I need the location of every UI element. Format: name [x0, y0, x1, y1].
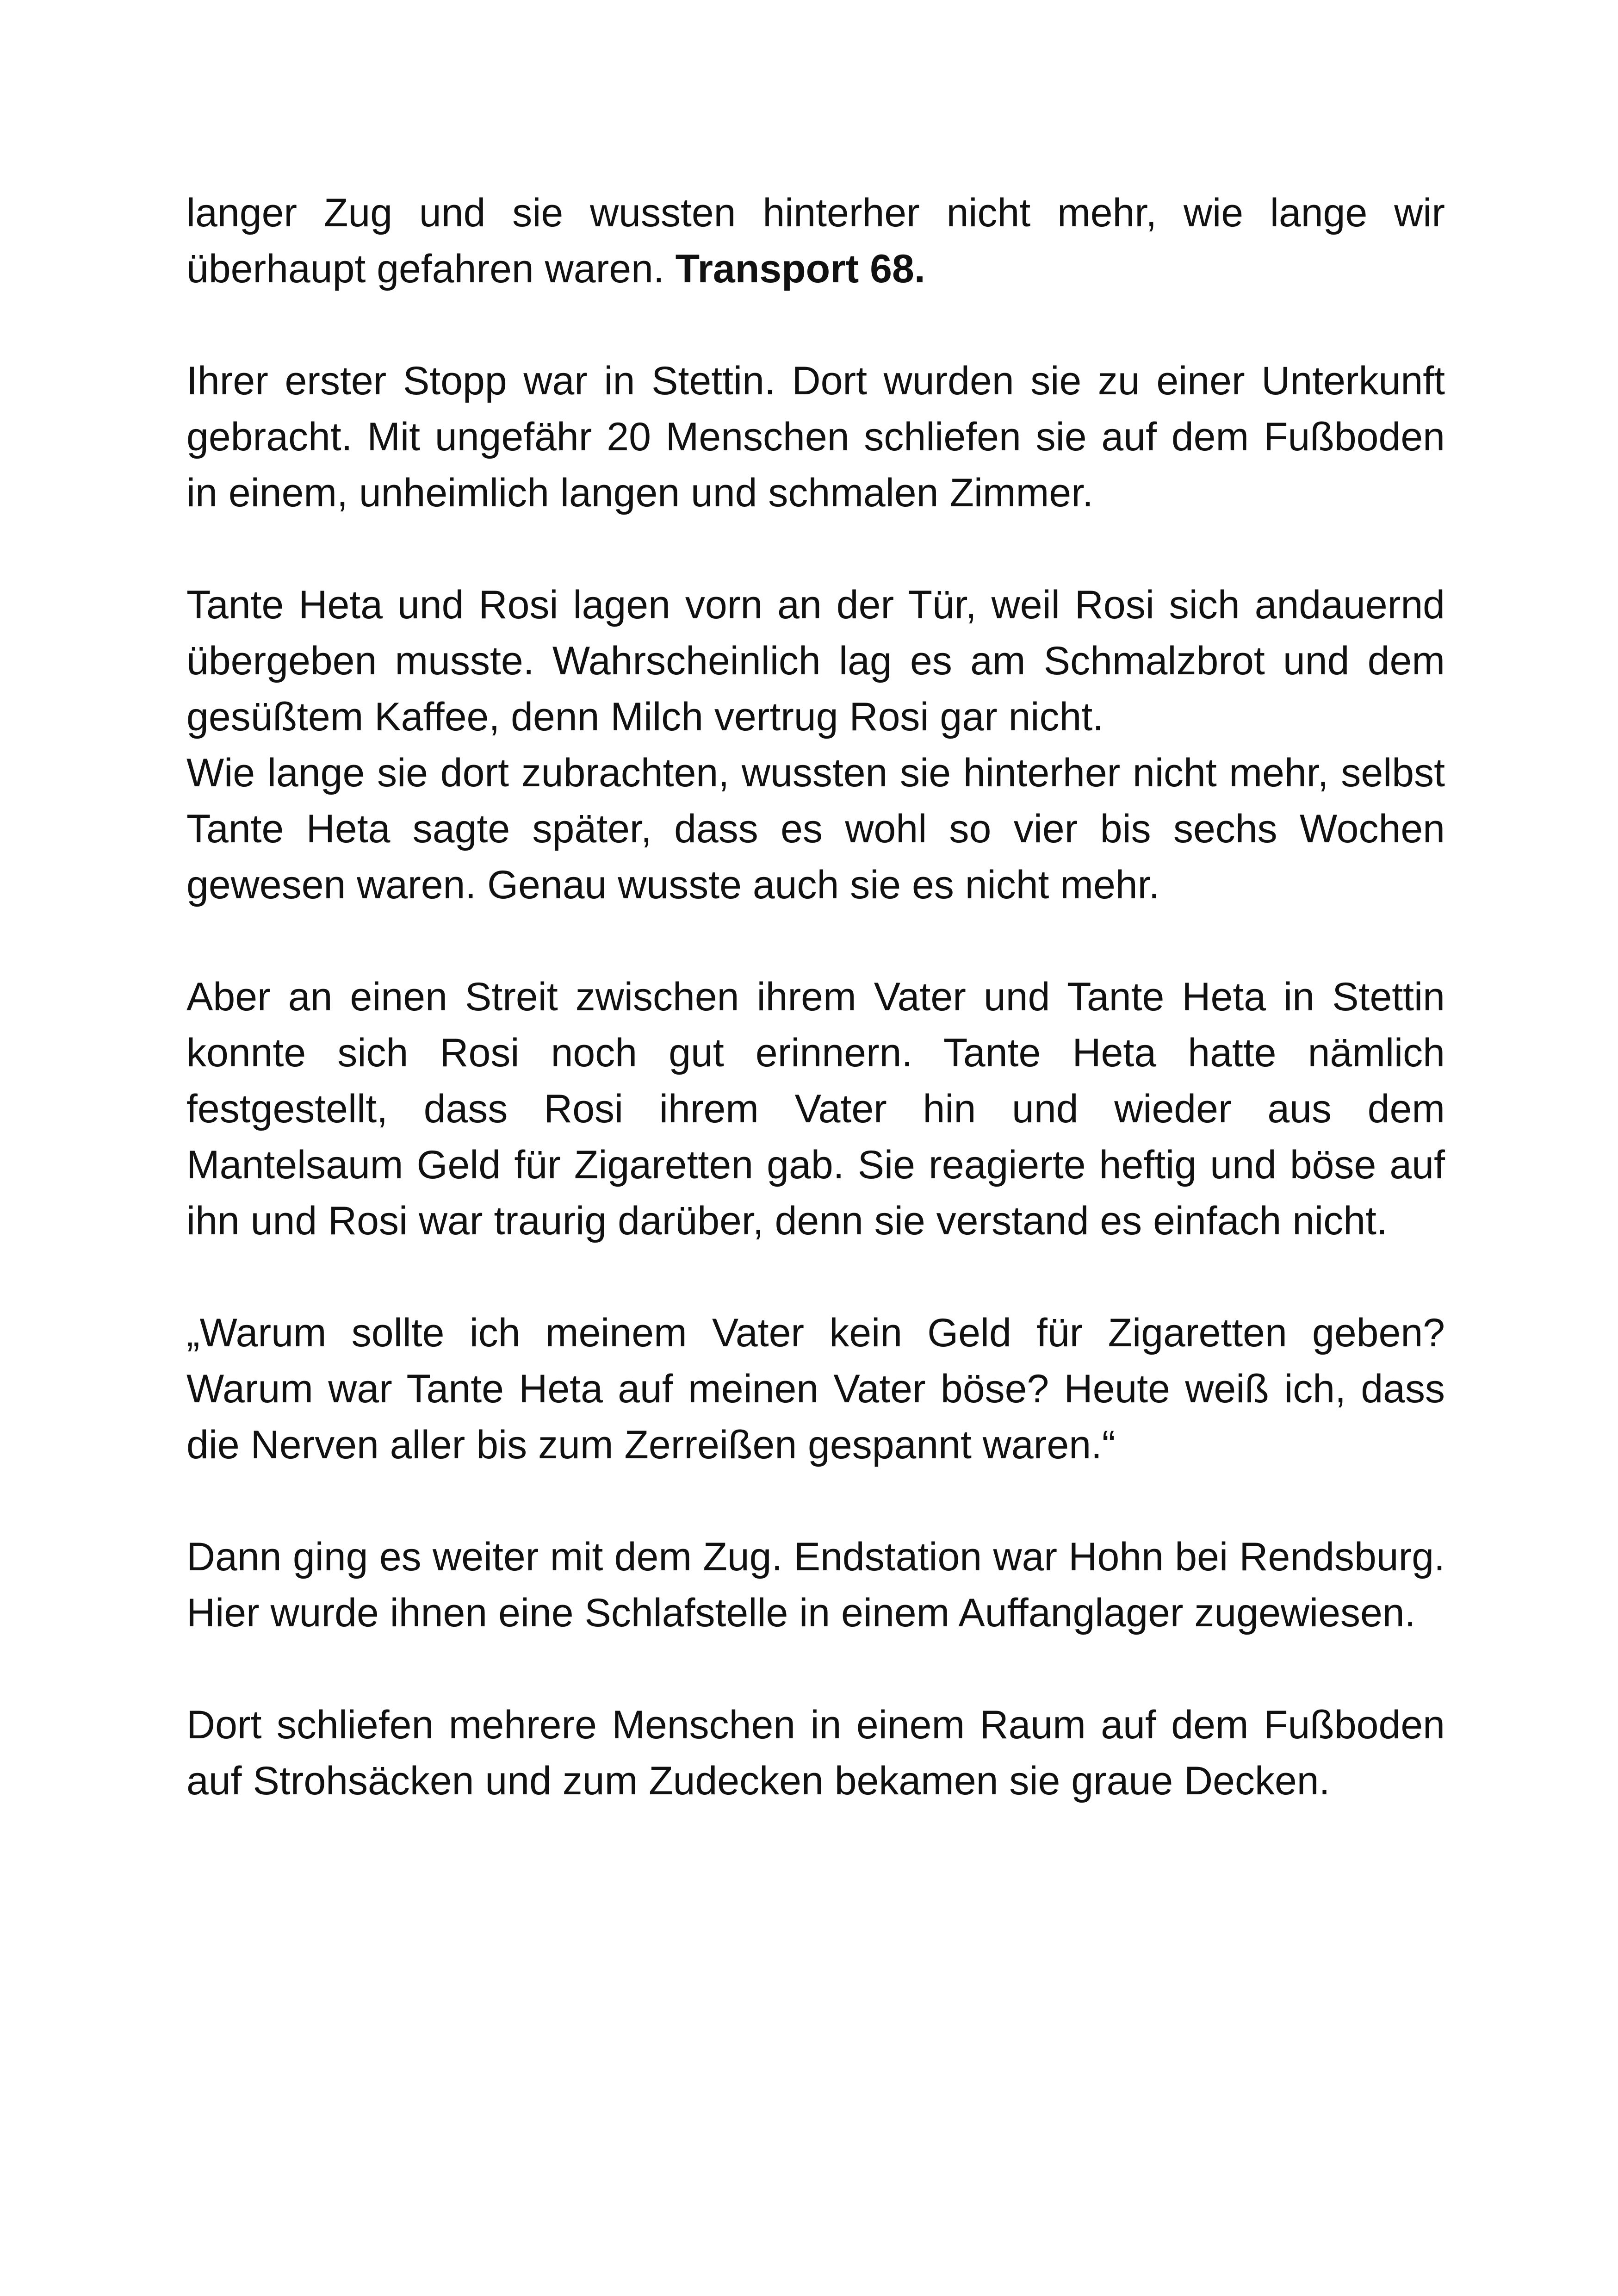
paragraph-3: Tante Heta und Rosi lagen vorn an der Tür, weil Rosi sich andauernd übergeben musste. Wahrscheinlich lag es am Schmalzbrot und dem gesüßtem Kaffee, denn Milch vertrug Rosi gar nicht. [186, 583, 1445, 739]
paragraph-2: Ihrer erster Stopp war in Stettin. Dort wurden sie zu einer Unterkunft gebracht. Mit ungefähr 20 Menschen schliefen sie auf dem Fußboden in einem, unheimlich langen und schmalen Zimmer. [186, 359, 1445, 515]
paragraph-8: Dort schliefen mehrere Menschen in einem Raum auf dem Fußboden auf Strohsäcken und zum Zudecken bekamen sie graue Decken. [186, 1703, 1445, 1803]
paragraph-5: Aber an einen Streit zwischen ihrem Vater und Tante Heta in Stettin konnte sich Rosi noch gut erinnern. Tante Heta hatte nämlich festgestellt, dass Rosi ihrem Vater hin und wieder aus dem Mantelsaum Geld für Zigaretten gab. Sie reagierte heftig und böse auf ihn und Rosi war traurig darüber, denn sie verstand es einfach nicht. [186, 975, 1445, 1243]
paragraph-1 [186, 185, 1445, 297]
paragraph-4: Wie lange sie dort zubrachten, wussten sie hinterher nicht mehr, selbst Tante Heta sagte später, dass es wohl so vier bis sechs Wochen gewesen waren. Genau wusste auch sie es nicht mehr. [186, 751, 1445, 907]
paragraph-7: Dann ging es weiter mit dem Zug. Endstation war Hohn bei Rendsburg. Hier wurde ihnen eine Schlafstelle in einem Auffanglager zugewiesen. [186, 1535, 1445, 1635]
transport-label: Transport 68. [675, 247, 925, 291]
paragraph-1-text: langer Zug und sie wussten hinterher nicht mehr, wie lange wir überhaupt gefahren waren. [186, 191, 1445, 291]
paragraph-6-quote: „Warum sollte ich meinem Vater kein Geld für Zigaretten geben? Warum war Tante Heta auf meinen Vater böse? Heute weiß ich, dass die Nerven aller bis zum Zerreißen gespannt waren.“ [186, 1311, 1445, 1467]
document-body [186, 185, 1445, 1865]
